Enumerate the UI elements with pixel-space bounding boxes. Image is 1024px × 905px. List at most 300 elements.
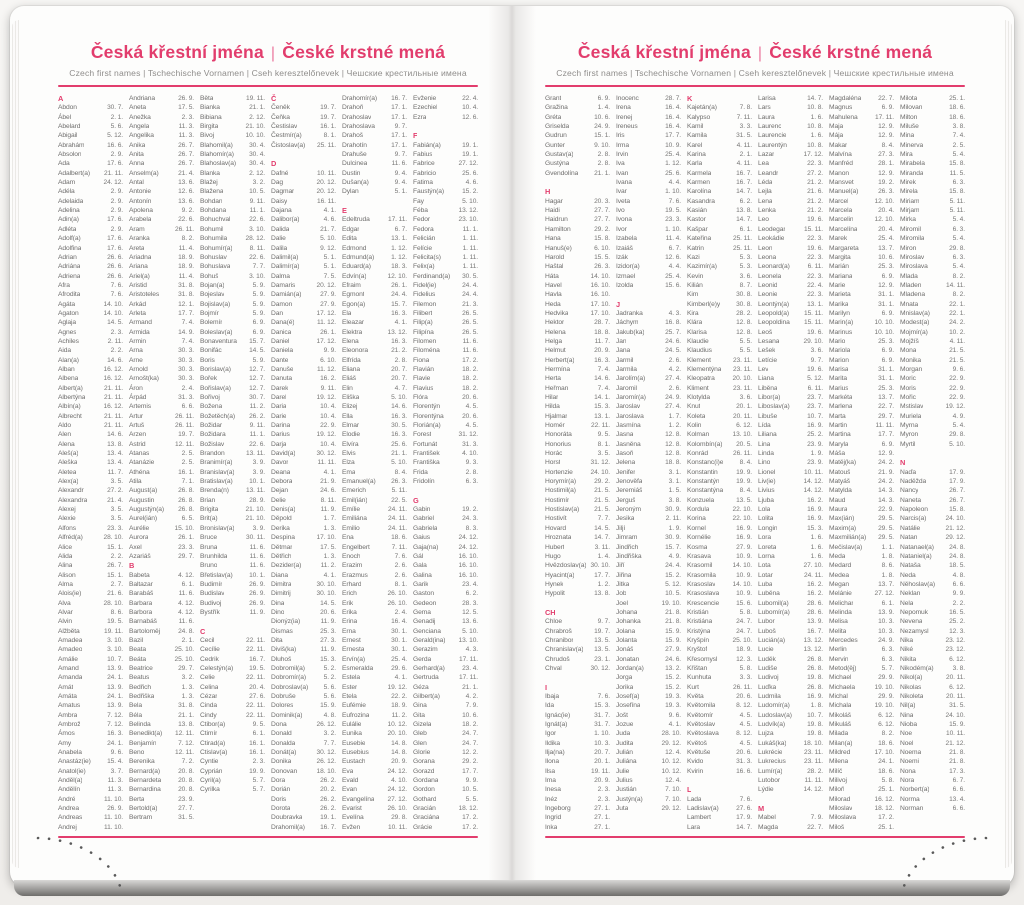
name-day-date: 3. 10. — [249, 225, 265, 233]
first-name: Eusebius — [342, 749, 369, 757]
first-name: Matěj(ka) — [829, 459, 856, 467]
name-day-row — [58, 103, 123, 112]
first-name: Chranislav(a) — [545, 646, 584, 654]
first-name: Alex(a) — [58, 478, 79, 486]
name-day-date: 28. 9. — [249, 496, 265, 504]
first-name: Edmond — [342, 244, 367, 252]
name-day-date: 28. 6. — [807, 608, 823, 616]
name-day-row — [129, 150, 194, 159]
first-name: Margareta — [829, 244, 859, 252]
first-name: Krasava — [687, 552, 711, 560]
name-day-row — [58, 729, 123, 738]
first-name: Jáchym — [616, 319, 639, 327]
name-day-date: 4. 12. — [178, 599, 194, 607]
name-day-date: 11. 3. — [178, 132, 194, 140]
first-name: Danica — [271, 328, 292, 336]
name-day-date: 9. 6. — [110, 749, 123, 757]
name-day-date: 26. 3. — [391, 478, 407, 486]
first-name: Borislav(a) — [200, 365, 231, 373]
first-name: Niké — [900, 646, 913, 654]
first-name: Milota — [900, 95, 918, 102]
name-day-row — [545, 384, 610, 393]
first-name: Elizej — [342, 403, 358, 411]
name-day-date: 16. 8. — [665, 319, 681, 327]
name-day-row — [129, 739, 194, 748]
name-day-row — [129, 244, 194, 253]
name-day-row — [687, 103, 752, 112]
name-day-row — [200, 496, 265, 505]
name-day-date: 22. 4. — [807, 281, 823, 289]
name-day-date: 30. 5. — [462, 272, 478, 280]
first-name: Leopold(a) — [758, 309, 789, 317]
name-day-date: 19. 12. — [945, 403, 965, 411]
name-day-row — [900, 486, 965, 495]
name-day-row — [829, 346, 894, 355]
name-day-row — [687, 617, 752, 626]
name-day-date: 20. 1. — [594, 758, 610, 766]
name-day-date: 19. 11. — [246, 95, 265, 102]
name-day-date: 22. 2. — [391, 693, 407, 700]
name-day-date: 18. 2. — [462, 721, 478, 729]
name-day-row — [129, 234, 194, 243]
name-day-row — [200, 729, 265, 738]
name-day-date: 5. 5. — [739, 337, 752, 345]
name-day-date: 24. 6. — [665, 337, 681, 345]
first-name: Dana(é) — [271, 319, 295, 327]
first-name: Kryšpín — [687, 636, 709, 644]
name-day-date: 16. 10. — [590, 291, 610, 299]
name-day-date: 16. 12. — [874, 795, 894, 803]
name-column — [829, 94, 894, 836]
name-day-row — [900, 496, 965, 505]
name-day-date: 24. 10. — [945, 515, 965, 523]
name-day-date: 25. 1. — [878, 823, 894, 831]
first-name: Dismas — [271, 627, 293, 635]
first-name: Ivor — [616, 225, 627, 233]
name-day-date: 11. 2. — [249, 403, 265, 411]
name-day-date: 26. 12. — [316, 721, 336, 729]
name-day-row — [413, 318, 478, 327]
name-day-row — [413, 94, 478, 103]
name-day-date: 30. 10. — [316, 590, 336, 598]
first-name: Hagar — [545, 197, 563, 205]
name-day-row — [687, 683, 752, 692]
name-column — [200, 94, 265, 836]
name-day-date: 17. 2. — [462, 356, 478, 364]
first-name: Květa — [687, 693, 704, 700]
first-name: Jasoň — [616, 450, 634, 458]
name-day-date: 16. 2. — [807, 590, 823, 598]
name-day-date: 26. 7. — [949, 496, 965, 504]
first-name: Elodie — [342, 431, 360, 439]
name-day-row — [342, 393, 407, 402]
name-day-date: 24. 6. — [665, 655, 681, 663]
name-day-row — [413, 430, 478, 439]
name-day-date: 4. 7. — [394, 384, 407, 392]
spacer-row — [413, 122, 478, 131]
first-name: Lada — [687, 795, 702, 803]
name-day-date: 14. 3. — [878, 487, 894, 495]
first-name: Gerald(ina) — [413, 636, 446, 644]
name-day-date: 3. 6. — [739, 272, 752, 280]
name-day-date: 14. 7. — [807, 95, 823, 102]
name-day-row — [545, 655, 610, 664]
first-name: Edvín(a) — [342, 272, 367, 280]
first-name: Konstantýna — [687, 487, 724, 495]
name-day-row — [271, 608, 336, 617]
first-name: Dorota — [271, 805, 291, 813]
name-day-date: 10. 1. — [249, 571, 265, 579]
name-day-date: 19. 7. — [178, 431, 194, 439]
name-day-date: 2. 5. — [181, 450, 194, 458]
name-day-date: 31. 12. — [590, 459, 610, 467]
first-name: Karla — [687, 160, 703, 168]
name-day-date: 5. 11. — [391, 487, 407, 495]
first-name: Job — [616, 590, 627, 598]
name-day-date: 3. 10. — [249, 272, 265, 280]
name-day-row — [342, 290, 407, 299]
name-day-date: 11. 6. — [178, 618, 194, 626]
first-name: Drahoslav — [342, 113, 372, 121]
name-day-row — [687, 272, 752, 281]
first-name: Julius — [616, 777, 633, 785]
name-day-row — [616, 206, 681, 215]
name-day-date: 2. 6. — [668, 356, 681, 364]
name-day-row — [616, 449, 681, 458]
name-day-row — [545, 430, 610, 439]
name-day-row — [200, 412, 265, 421]
first-name: Dimitrij — [271, 590, 291, 598]
name-day-row — [200, 94, 265, 103]
name-day-date: 24. 4. — [665, 562, 681, 570]
first-name: Libor(a) — [758, 394, 781, 401]
name-day-date: 20. 10. — [732, 375, 752, 383]
spacer-row — [758, 795, 823, 804]
name-day-date: 8. 1. — [323, 132, 336, 140]
name-day-row — [342, 253, 407, 262]
first-name: Aram — [129, 225, 145, 233]
first-name: Gema — [413, 608, 431, 616]
first-name: Jelena — [616, 459, 636, 467]
name-day-date: 10. 6. — [462, 711, 478, 719]
first-name: Anabela — [58, 749, 82, 757]
first-name: Klementýna — [687, 365, 722, 373]
name-day-row — [687, 795, 752, 804]
first-name: Jeremiáš — [616, 487, 643, 495]
name-day-date: 18. 9. — [178, 263, 194, 271]
name-day-date: 4. 3. — [668, 309, 681, 317]
first-name: Aletea — [58, 468, 77, 476]
name-day-date: 10. 1. — [249, 478, 265, 486]
first-name: Marie — [829, 281, 846, 289]
name-day-date: 20. 12. — [316, 179, 336, 187]
name-day-row — [342, 720, 407, 729]
name-day-date: 26. 6. — [107, 263, 123, 271]
spacer-row — [545, 599, 610, 608]
name-day-row — [758, 197, 823, 206]
name-day-row — [342, 561, 407, 570]
name-day-date: 26. 9. — [178, 95, 194, 102]
name-day-date: 2. 8. — [597, 160, 610, 168]
first-name: Běta — [200, 95, 214, 102]
name-day-date: 30. 5. — [391, 422, 407, 430]
name-day-date: 2. 6. — [394, 562, 407, 570]
name-day-date: 21. 8. — [665, 618, 681, 626]
first-name: Makar — [829, 141, 848, 149]
name-day-row — [900, 795, 965, 804]
name-day-date: 2. 8. — [465, 468, 478, 476]
first-name: Dustin — [342, 169, 361, 177]
name-day-date: 15. 3. — [320, 655, 336, 663]
name-day-row — [758, 655, 823, 664]
first-name: Gerhard(a) — [413, 664, 445, 672]
name-day-row — [616, 337, 681, 346]
first-name: Naděžda — [900, 478, 927, 486]
first-name: Dona — [271, 721, 287, 729]
name-day-row — [200, 505, 265, 514]
name-day-row — [900, 767, 965, 776]
name-day-row — [413, 103, 478, 112]
first-name: Efraim — [342, 281, 361, 289]
name-day-date: 2. 8. — [394, 356, 407, 364]
name-day-row — [545, 337, 610, 346]
first-name: Leoš — [758, 328, 773, 336]
name-day-date: 28. 10. — [661, 730, 681, 738]
name-day-date: 21. 8. — [665, 608, 681, 616]
name-day-row — [900, 524, 965, 533]
name-day-row — [129, 290, 194, 299]
name-day-row — [829, 729, 894, 738]
first-name: Ibaja — [545, 693, 560, 700]
name-day-date: 7. 4. — [952, 132, 965, 140]
name-day-date: 19. 2. — [878, 179, 894, 187]
first-name: Ena — [342, 534, 354, 542]
name-day-row — [129, 655, 194, 664]
first-name: Bohuchval — [200, 216, 231, 224]
first-name: Afra — [58, 281, 70, 289]
name-day-row — [342, 225, 407, 234]
name-day-date: 26. 2. — [249, 412, 265, 420]
name-day-row — [271, 290, 336, 299]
name-day-row — [58, 664, 123, 673]
name-day-date: 7. 12. — [178, 739, 194, 747]
first-name: Kleopatra — [687, 375, 715, 383]
name-day-date: 24. 1. — [107, 674, 123, 682]
first-name: Lolita — [758, 515, 774, 523]
page-subtitle: Czech first names | Tschechische Vornamen | Cseh keresztelőnevek | Чешские крестильные имена — [69, 68, 467, 78]
name-day-date: 25. 2. — [807, 431, 823, 439]
name-day-row — [58, 365, 123, 374]
name-day-row — [342, 169, 407, 178]
name-day-row — [758, 365, 823, 374]
first-name: Marius — [829, 384, 849, 392]
name-day-row — [829, 300, 894, 309]
name-day-date: 2. 11. — [665, 515, 681, 523]
name-day-row — [758, 524, 823, 533]
name-day-row — [758, 813, 823, 822]
name-day-date: 23. 12. — [945, 646, 965, 654]
name-day-row — [271, 468, 336, 477]
name-day-date: 27. 12. — [874, 590, 894, 598]
first-name: Eusebie — [342, 739, 366, 747]
first-name: Hostimil(a) — [545, 487, 576, 495]
name-day-row — [413, 169, 478, 178]
name-day-row — [271, 636, 336, 645]
first-name: Klement — [687, 356, 711, 364]
name-day-date: 21. 9. — [878, 468, 894, 476]
first-name: Hjalmar — [545, 412, 568, 420]
name-day-row — [129, 543, 194, 552]
name-day-date: 18. 2. — [462, 384, 478, 392]
name-day-date: 2. 9. — [110, 188, 123, 196]
first-name: Albert(a) — [58, 384, 83, 392]
name-day-date: 11. 9. — [249, 608, 265, 616]
first-name: Albena — [58, 375, 79, 383]
name-day-date: 23. 11. — [733, 356, 752, 364]
name-day-date: 16. 3. — [391, 337, 407, 345]
name-day-row — [687, 477, 752, 486]
first-name: Donika — [271, 758, 292, 766]
first-name: Daniel — [271, 337, 290, 345]
name-day-row — [900, 244, 965, 253]
name-day-date: 22. 6. — [249, 253, 265, 261]
first-name: Klotylda — [687, 394, 710, 401]
name-day-row — [545, 244, 610, 253]
name-day-date: 17. 10. — [316, 534, 336, 542]
name-day-row — [58, 421, 123, 430]
first-name: Bojmír — [200, 309, 219, 317]
name-day-date: 24. 11. — [388, 515, 407, 523]
name-day-row — [687, 599, 752, 608]
name-day-date: 4. 1. — [668, 721, 681, 729]
first-name: Manon — [829, 169, 849, 177]
name-day-row — [616, 328, 681, 337]
name-day-date: 23. 3. — [665, 216, 681, 224]
name-day-row — [758, 589, 823, 598]
name-day-date: 10. 10. — [874, 328, 894, 336]
first-name: Abelard — [58, 123, 81, 131]
name-day-date: 17. 3. — [949, 767, 965, 775]
first-name: Azariáš — [129, 552, 151, 560]
name-day-date: 17. 11. — [875, 113, 894, 121]
first-name: Malvína — [829, 151, 852, 159]
name-day-row — [616, 571, 681, 580]
first-name: Amát — [58, 683, 74, 691]
first-name: Marilyn — [829, 309, 850, 317]
name-day-row — [829, 337, 894, 346]
name-day-date: 31. 3. — [736, 758, 752, 766]
name-day-row — [616, 122, 681, 131]
name-day-row — [58, 225, 123, 234]
name-day-date: 4. 1. — [323, 468, 336, 476]
name-day-row — [829, 113, 894, 122]
first-name: Maura — [829, 506, 848, 514]
name-day-date: 15. 2. — [462, 188, 478, 196]
name-day-date: 30. 12. — [590, 664, 610, 672]
first-name: Alban — [58, 365, 75, 373]
name-day-row — [413, 617, 478, 626]
title-slovak: České krstné mená — [282, 42, 446, 62]
name-day-date: 7. 6. — [668, 197, 681, 205]
first-name: Alexie — [58, 515, 76, 523]
name-day-row — [58, 496, 123, 505]
name-day-row — [545, 412, 610, 421]
name-day-row — [616, 608, 681, 617]
first-name: Mervin — [829, 655, 849, 663]
name-day-date: 26. 11. — [733, 683, 752, 691]
first-name: Damián(a) — [271, 291, 302, 299]
section-letter: H — [545, 187, 551, 197]
first-name: Ludomír(a) — [758, 702, 790, 710]
first-name: Felicita(s) — [413, 253, 441, 261]
name-day-date: 21. 4. — [178, 169, 194, 177]
name-day-row — [687, 169, 752, 178]
first-name: Kornel — [687, 524, 706, 532]
name-day-row — [271, 356, 336, 365]
name-day-row — [687, 580, 752, 589]
name-day-row — [545, 627, 610, 636]
name-day-date: 6. 7. — [668, 244, 681, 252]
name-day-date: 26. 9. — [249, 590, 265, 598]
name-day-row — [271, 477, 336, 486]
name-day-row — [900, 122, 965, 131]
name-day-row — [413, 524, 478, 533]
first-name: Kimberl(e)y — [687, 300, 721, 308]
name-day-date: 10. 12. — [661, 758, 681, 766]
name-day-row — [687, 113, 752, 122]
name-day-date: 4. 2. — [668, 365, 681, 373]
first-name: Eleazar — [342, 319, 364, 327]
name-day-row — [129, 692, 194, 701]
first-name: Kastor — [687, 216, 706, 224]
name-day-row — [758, 739, 823, 748]
section-header-row — [545, 608, 610, 617]
name-day-date: 3. 11. — [594, 543, 610, 551]
name-day-row — [271, 421, 336, 430]
name-day-date: 19. 5. — [249, 664, 265, 672]
first-name: Liliana — [758, 431, 777, 439]
name-day-row — [129, 589, 194, 598]
first-name: Andriana — [129, 95, 155, 102]
name-day-date: 10. 9. — [665, 141, 681, 149]
name-day-row — [900, 729, 965, 738]
name-day-date: 29. 5. — [878, 515, 894, 523]
name-day-row — [545, 505, 610, 514]
name-day-date: 26. 2. — [320, 777, 336, 785]
first-name: Dagmar — [271, 188, 295, 196]
first-name: Nancy — [900, 487, 919, 495]
first-name: Bořivoj — [200, 394, 220, 401]
name-day-date: 29. 10. — [803, 337, 823, 345]
title-separator: | — [757, 45, 763, 62]
section-letter: C — [200, 626, 206, 636]
first-name: Abdon — [58, 104, 77, 112]
name-day-date: 16. 6. — [736, 767, 752, 775]
name-day-row — [200, 346, 265, 355]
name-day-row — [271, 804, 336, 813]
name-day-row — [616, 430, 681, 439]
name-day-date: 10. 10. — [245, 132, 265, 140]
name-day-date: 15. 6. — [736, 599, 752, 607]
first-name: Hostivít — [545, 515, 567, 523]
name-day-row — [129, 122, 194, 131]
first-name: Ariel(a) — [129, 272, 150, 280]
name-day-date: 5. 3. — [739, 253, 752, 261]
name-day-row — [200, 374, 265, 383]
name-day-date: 1. 11. — [462, 244, 478, 252]
name-day-row — [545, 552, 610, 561]
name-day-date: 27. 9. — [320, 300, 336, 308]
